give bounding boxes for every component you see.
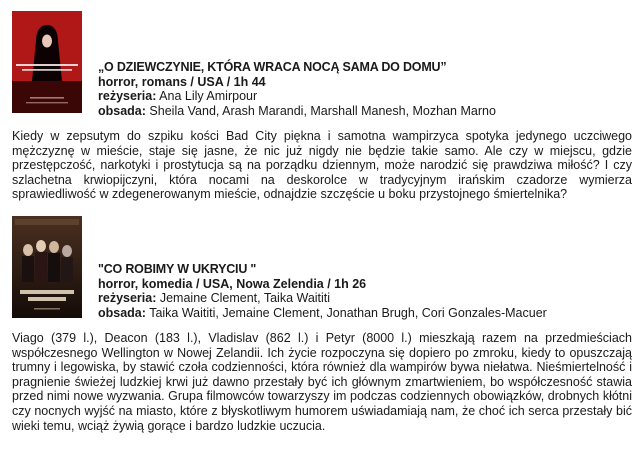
film-genre: horror, romans / USA / 1h 44 bbox=[98, 74, 266, 89]
director-value: Ana Lily Amirpour bbox=[159, 89, 258, 103]
cast-value: Taika Waititi, Jemaine Clement, Jonathan Brugh, Cori Gonzales-Macuer bbox=[149, 305, 547, 320]
film-poster-image bbox=[12, 11, 82, 113]
film-description: Viago (379 l.), Deacon (183 l.), Vladislav (862 l.) i Petyr (8000 l.) mieszkają razem na przedmieściach współczesnego Wellington w Nowej Zelandii. Ich życie rozpoczyna się dopiero po zmroku, kiedy to opuszczają trumny i legowiska, by stawić czoła codzienności, która również dla wampirów bywa niełatwa. Nieśmiertelność i pragnienie świeżej ludzkiej krwi już dawno przestały być ich głównym zmartwieniem, bo współczesność stawia przed nimi nowe wyzwania. Grupa filmowców towarzyszy im podczas codziennych obowiązków, drobnych kłótni czy nocnych wyjść na miasto, które z błyskotliwym humorem uświadamiają nam, że choć ich serca przestały bić wieki temu, wciąż żywią gorące i bardzo ludzkie uczucia. bbox=[12, 331, 632, 433]
film-cast-row bbox=[98, 306, 633, 321]
film-title: "CO ROBIMY W UKRYCIU " bbox=[98, 262, 257, 276]
film-genre: horror, komedia / USA, Nowa Zelendia / 1h 26 bbox=[98, 276, 367, 291]
director-label: reżyseria: bbox=[98, 89, 157, 103]
cast-label: obsada: bbox=[98, 305, 146, 320]
director-value: Jemaine Clement, Taika Waititi bbox=[159, 291, 331, 305]
poster-art bbox=[12, 216, 82, 318]
film-description: Kiedy w zepsutym do szpiku kości Bad City piękna i samotna wampirzyca spotyka jedynego uczciwego mężczyznę w mieście, staje się jasne, że nic już nigdy nie będzie takie samo. Ale czy w miejscu, gdzie przestępczość, narkotyki i prostytucja są na porządku dziennym, może narodzić się prawdziwa miłość? I czy szlachetna krwiopijczyni, która nocami na deskorolce w tradycyjnym irańskim czadorze wymierza sprawiedliwość w zdegenerowanym mieście, odnajdzie szczęście u boku przystojnego śmiertelnika? bbox=[12, 129, 632, 202]
film-meta bbox=[98, 60, 633, 118]
cast-label: obsada: bbox=[98, 103, 146, 118]
director-label: reżyseria: bbox=[98, 291, 157, 305]
poster-art bbox=[12, 11, 82, 113]
cast-value: Sheila Vand, Arash Marandi, Marshall Manesh, Mozhan Marno bbox=[149, 103, 496, 118]
film-title: „O DZIEWCZYNIE, KTÓRA WRACA NOCĄ SAMA DO DOMU” bbox=[98, 60, 447, 74]
film-meta bbox=[98, 262, 633, 320]
film-cast-row bbox=[98, 104, 633, 119]
film-poster-image bbox=[12, 216, 82, 318]
film-director-row bbox=[98, 89, 633, 104]
film-director-row bbox=[98, 291, 633, 306]
